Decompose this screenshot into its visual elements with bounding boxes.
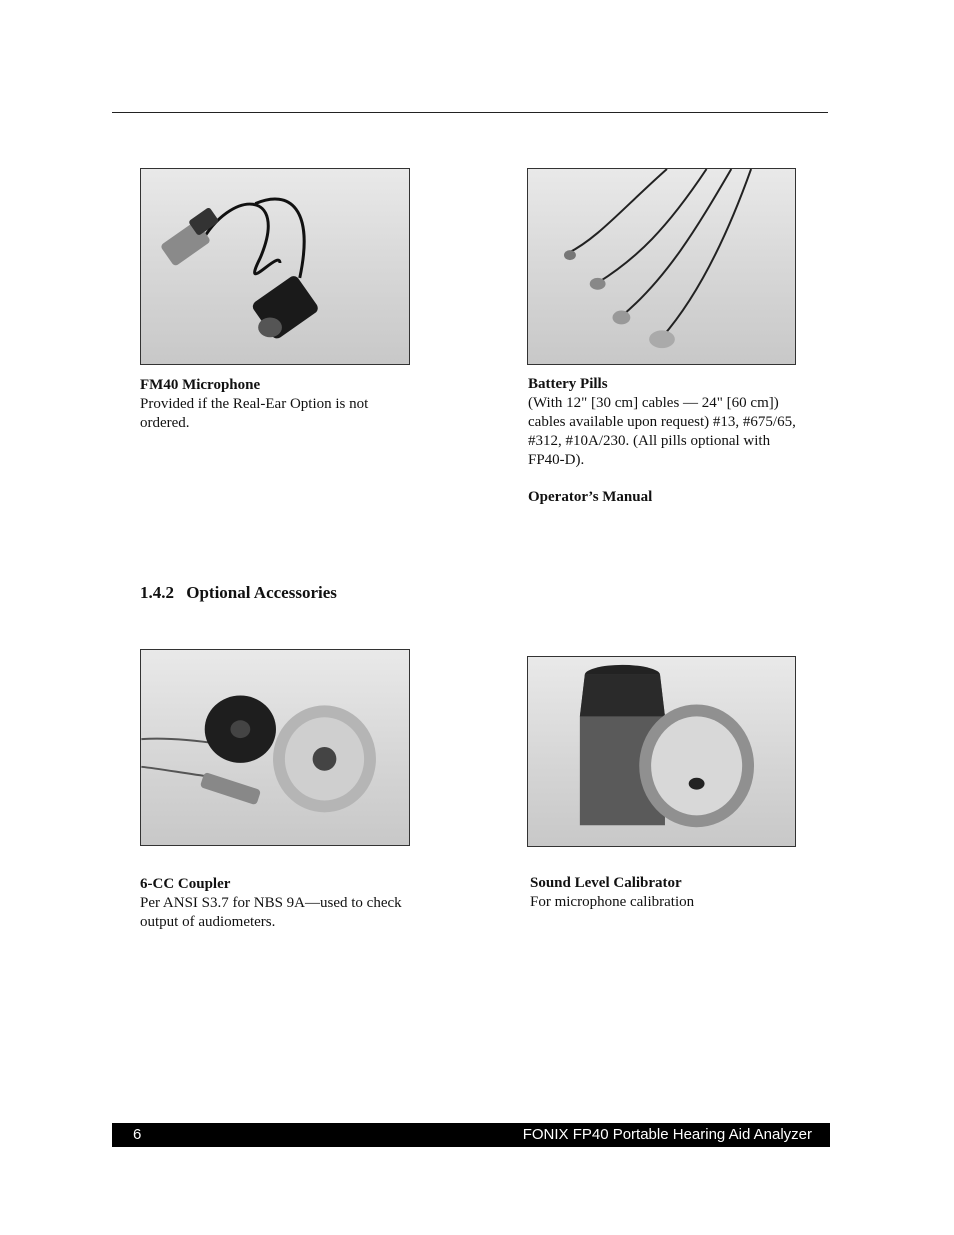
caption-title: FM40 Microphone (140, 377, 261, 393)
footer-title: FONIX FP40 Portable Hearing Aid Analyzer (522, 1126, 812, 1143)
fm40-microphone-photo (140, 168, 410, 365)
header-rule (112, 112, 828, 113)
caption-title: Battery Pills (528, 376, 608, 392)
coupler-caption (140, 875, 410, 932)
caption-body: (With 12" [30 cm] cables — 24" [60 cm]) cables available upon request) #13, #675/65, #312, #10A/230. (All pills optional with FP40-D). (528, 395, 796, 468)
page-footer (112, 1123, 830, 1147)
caption-body: Provided if the Real-Ear Option is not ordered. (140, 396, 369, 431)
section-heading (140, 583, 337, 603)
calibrator-caption (530, 874, 800, 912)
calibrator-photo (527, 656, 796, 847)
battery-pills-caption (528, 375, 798, 507)
fm40-microphone-caption (140, 376, 410, 433)
caption-title: Sound Level Calibrator (530, 875, 682, 891)
page-number: 6 (133, 1126, 142, 1143)
caption-body: For microphone calibration (530, 894, 695, 910)
battery-pills-photo (527, 168, 796, 365)
section-number: 1.4.2 (140, 583, 174, 602)
operators-manual-label: Operator’s Manual (528, 489, 653, 505)
coupler-photo (140, 649, 410, 846)
section-title: Optional Accessories (186, 583, 337, 602)
caption-body: Per ANSI S3.7 for NBS 9A—used to check output of audiometers. (140, 895, 402, 930)
caption-title: 6-CC Coupler (140, 876, 231, 892)
